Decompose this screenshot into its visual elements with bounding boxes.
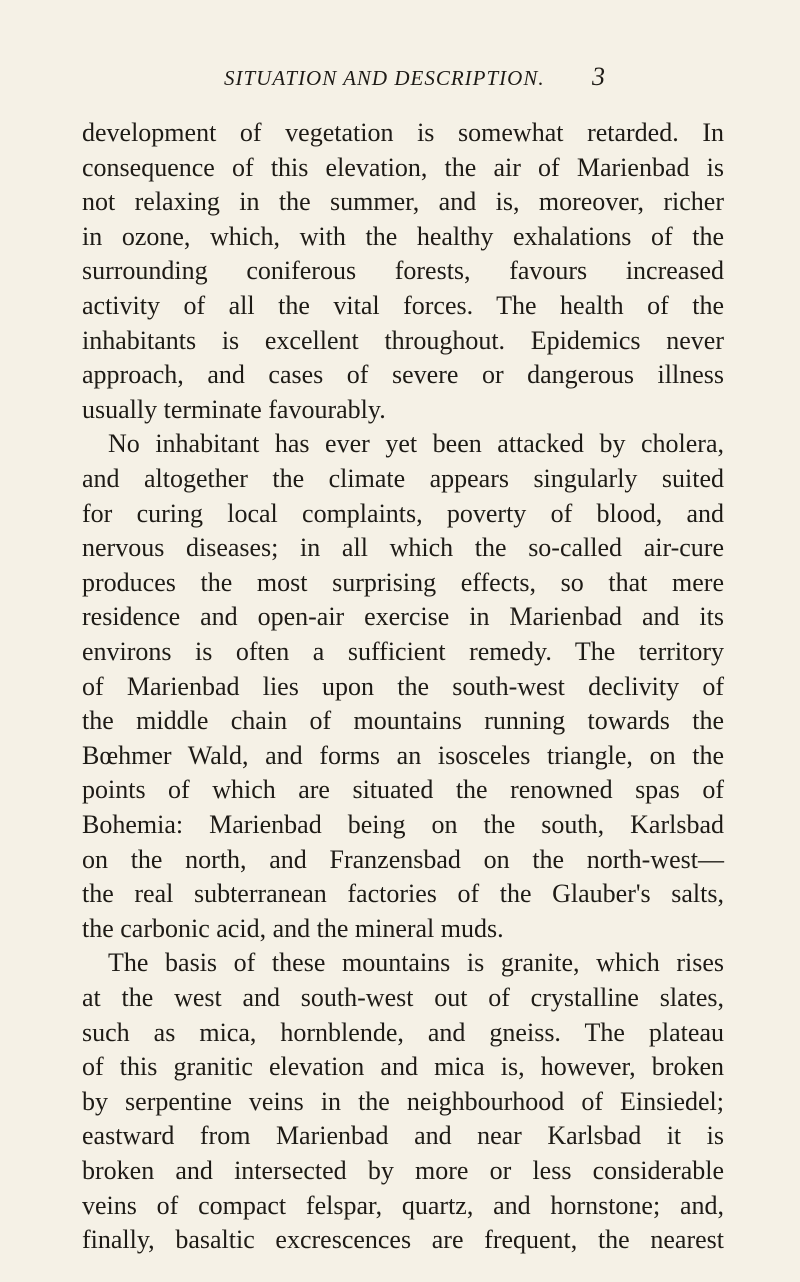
text-line: finally, basaltic excrescences are frequent, the nearest bbox=[82, 1225, 724, 1255]
paragraph-start-line: No inhabitant has ever yet been attacked by cholera, bbox=[108, 429, 724, 459]
paragraph-start-line: The basis of these mountains is granite, which rises bbox=[108, 948, 724, 978]
text-line: nervous diseases; in all which the so-called air-cure bbox=[82, 533, 724, 563]
text-line: veins of compact felspar, quartz, and hornstone; and, bbox=[82, 1190, 724, 1220]
text-line: approach, and cases of severe or dangerous illness bbox=[82, 360, 724, 390]
text-line: of this granitic elevation and mica is, however, broken bbox=[82, 1052, 724, 1082]
text-line: by serpentine veins in the neighbourhood of Einsiedel; bbox=[82, 1086, 724, 1116]
text-line: points of which are situated the renowned spas of bbox=[82, 775, 724, 805]
text-line: surrounding coniferous forests, favours increased bbox=[82, 256, 724, 286]
text-line: the carbonic acid, and the mineral muds. bbox=[82, 913, 504, 943]
text-line: the middle chain of mountains running towards the bbox=[82, 706, 724, 736]
text-line: Bœhmer Wald, and forms an isosceles triangle, on the bbox=[82, 740, 724, 770]
text-line: not relaxing in the summer, and is, moreover, richer bbox=[82, 187, 724, 217]
text-line: inhabitants is excellent throughout. Epidemics never bbox=[82, 325, 724, 355]
text-line: activity of all the vital forces. The health of the bbox=[82, 291, 724, 320]
text-line: development of vegetation is somewhat retarded. In bbox=[82, 118, 724, 147]
text-line: residence and open-air exercise in Marienbad and its bbox=[82, 602, 724, 632]
text-line: in ozone, which, with the healthy exhalations of the bbox=[82, 221, 724, 251]
text-line: on the north, and Franzensbad on the north-west— bbox=[82, 844, 724, 874]
text-line: the real subterranean factories of the Glauber's salts, bbox=[82, 879, 724, 909]
text-line: eastward from Marienbad and near Karlsbad it is bbox=[82, 1121, 724, 1151]
text-line: usually terminate favourably. bbox=[82, 394, 386, 424]
text-line: and altogether the climate appears singularly suited bbox=[82, 464, 724, 493]
text-line: produces the most surprising effects, so that mere bbox=[82, 567, 724, 597]
text-line: broken and intersected by more or less considerable bbox=[82, 1156, 724, 1185]
text-line: of Marienbad lies upon the south-west declivity of bbox=[82, 671, 724, 701]
text-line: at the west and south-west out of crystalline slates, bbox=[82, 983, 724, 1012]
text-line: for curing local complaints, poverty of blood, and bbox=[82, 498, 724, 528]
page-number: 3 bbox=[592, 62, 605, 91]
text-line: Bohemia: Marienbad being on the south, Karlsbad bbox=[82, 810, 724, 839]
running-title: SITUATION AND DESCRIPTION. bbox=[224, 66, 545, 90]
text-line: environs is often a sufficient remedy. The territory bbox=[82, 637, 724, 666]
text-line: such as mica, hornblende, and gneiss. The plateau bbox=[82, 1017, 724, 1047]
text-line: consequence of this elevation, the air of Marienbad is bbox=[82, 152, 724, 182]
